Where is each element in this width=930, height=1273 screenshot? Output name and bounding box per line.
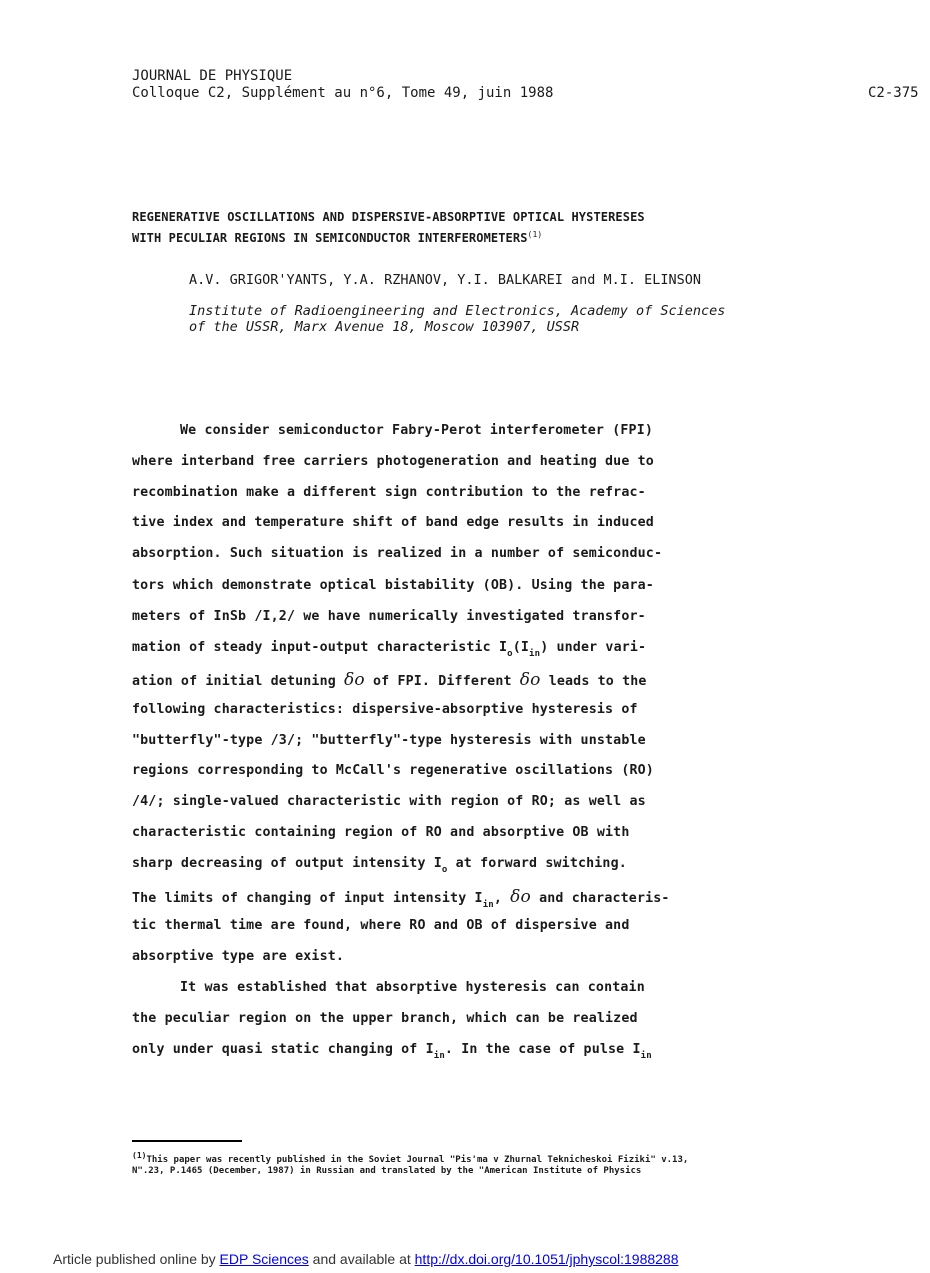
body-text: . In the case of pulse I [444, 1042, 641, 1057]
body-line: tic thermal time are found, where RO and OB of dispersive and [132, 918, 630, 933]
footnote-text: This paper was recently published in the Soviet Journal "Pis'ma v Zhurnal Teknicheskoi Fiziki" v.13, [146, 1155, 689, 1165]
page-number: C2-375 [868, 85, 919, 101]
body-text: (I [512, 640, 530, 655]
body-text: only under quasi static changing of I [132, 1042, 434, 1057]
delta-symbol: δo [510, 887, 531, 907]
body-text: of FPI. Different [364, 674, 520, 689]
body-line: following characteristics: dispersive-absorptive hysteresis of [132, 702, 638, 717]
delta-symbol: δo [344, 670, 365, 690]
footnote-mark: (1) [132, 1151, 147, 1160]
subscript-in: in [433, 1051, 445, 1061]
paper-title-line-2 [132, 226, 542, 247]
journal-name: JOURNAL DE PHYSIQUE [132, 68, 293, 84]
body-line [132, 670, 647, 690]
subscript-in: in [482, 900, 494, 910]
body-text: sharp decreasing of output intensity I [132, 856, 442, 871]
publication-footer [53, 1251, 679, 1267]
body-line: recombination make a different sign contribution to the refrac- [132, 485, 646, 500]
body-text: ation of initial detuning [132, 674, 345, 689]
body-line: "butterfly"-type /3/; "butterfly"-type hysteresis with unstable [132, 733, 646, 748]
institution-line-1: Institute of Radioengineering and Electronics, Academy of Sciences [189, 303, 726, 319]
footnote-rule [132, 1140, 242, 1142]
doi-link[interactable]: http://dx.doi.org/10.1051/jphyscol:1988288 [414, 1251, 679, 1267]
body-line: It was established that absorptive hysteresis can contain [180, 980, 645, 995]
authors: A.V. GRIGOR'YANTS, Y.A. RZHANOV, Y.I. BALKAREI and M.I. ELINSON [189, 272, 702, 288]
subscript-in: in [529, 649, 541, 659]
subscript-o: o [441, 865, 448, 875]
footer-text: Article published online by [53, 1251, 220, 1267]
footnote-line-1 [132, 1150, 688, 1166]
body-text: , [493, 891, 511, 906]
body-line: absorptive type are exist. [132, 949, 345, 964]
body-line [132, 1042, 652, 1061]
institution-line-2: of the USSR, Marx Avenue 18, Moscow 103907, USSR [189, 319, 580, 335]
body-text: mation of steady input-output characteristic I [132, 640, 508, 655]
publisher-link[interactable]: EDP Sciences [219, 1251, 309, 1267]
colloque-info: Colloque C2, Supplément au n°6, Tome 49, juin 1988 [132, 85, 554, 101]
body-line: characteristic containing region of RO and absorptive OB with [132, 825, 630, 840]
body-line: regions corresponding to McCall's regenerative oscillations (RO) [132, 763, 654, 778]
body-line: meters of InSb /I,2/ we have numerically investigated transfor- [132, 609, 646, 624]
body-line [132, 887, 670, 910]
subscript-in: in [640, 1051, 652, 1061]
paper-title-text: WITH PECULIAR REGIONS IN SEMICONDUCTOR INTERFEROMETERS [132, 231, 528, 245]
footer-text: and available at [308, 1251, 415, 1267]
body-text: The limits of changing of input intensity I [132, 891, 483, 906]
body-text: leads to the [540, 674, 647, 689]
footnote-line-2: N".23, P.1465 (December, 1987) in Russian and translated by the "American Institute of Physics [132, 1166, 642, 1176]
body-line: tive index and temperature shift of band edge results in induced [132, 515, 654, 530]
body-line: absorption. Such situation is realized in a number of semiconduc- [132, 546, 663, 561]
body-line [132, 640, 646, 659]
body-line: where interband free carriers photogeneration and heating due to [132, 454, 654, 469]
paper-title-line-1: REGENERATIVE OSCILLATIONS AND DISPERSIVE-ABSORPTIVE OPTICAL HYSTERESES [132, 210, 645, 224]
body-line: tors which demonstrate optical bistability (OB). Using the para- [132, 578, 654, 593]
body-line [132, 856, 627, 875]
subscript-o: o [507, 649, 513, 659]
body-line: /4/; single-valued characteristic with region of RO; as well as [132, 794, 646, 809]
body-line: the peculiar region on the upper branch, which can be realized [132, 1011, 638, 1026]
body-line: We consider semiconductor Fabry-Perot interferometer (FPI) [180, 423, 654, 438]
delta-symbol: δo [519, 670, 541, 690]
body-text: at forward switching. [447, 856, 627, 871]
body-text: ) under vari- [540, 640, 647, 655]
title-footnote-mark: (1) [527, 230, 543, 239]
body-text: and characteris- [530, 891, 670, 906]
